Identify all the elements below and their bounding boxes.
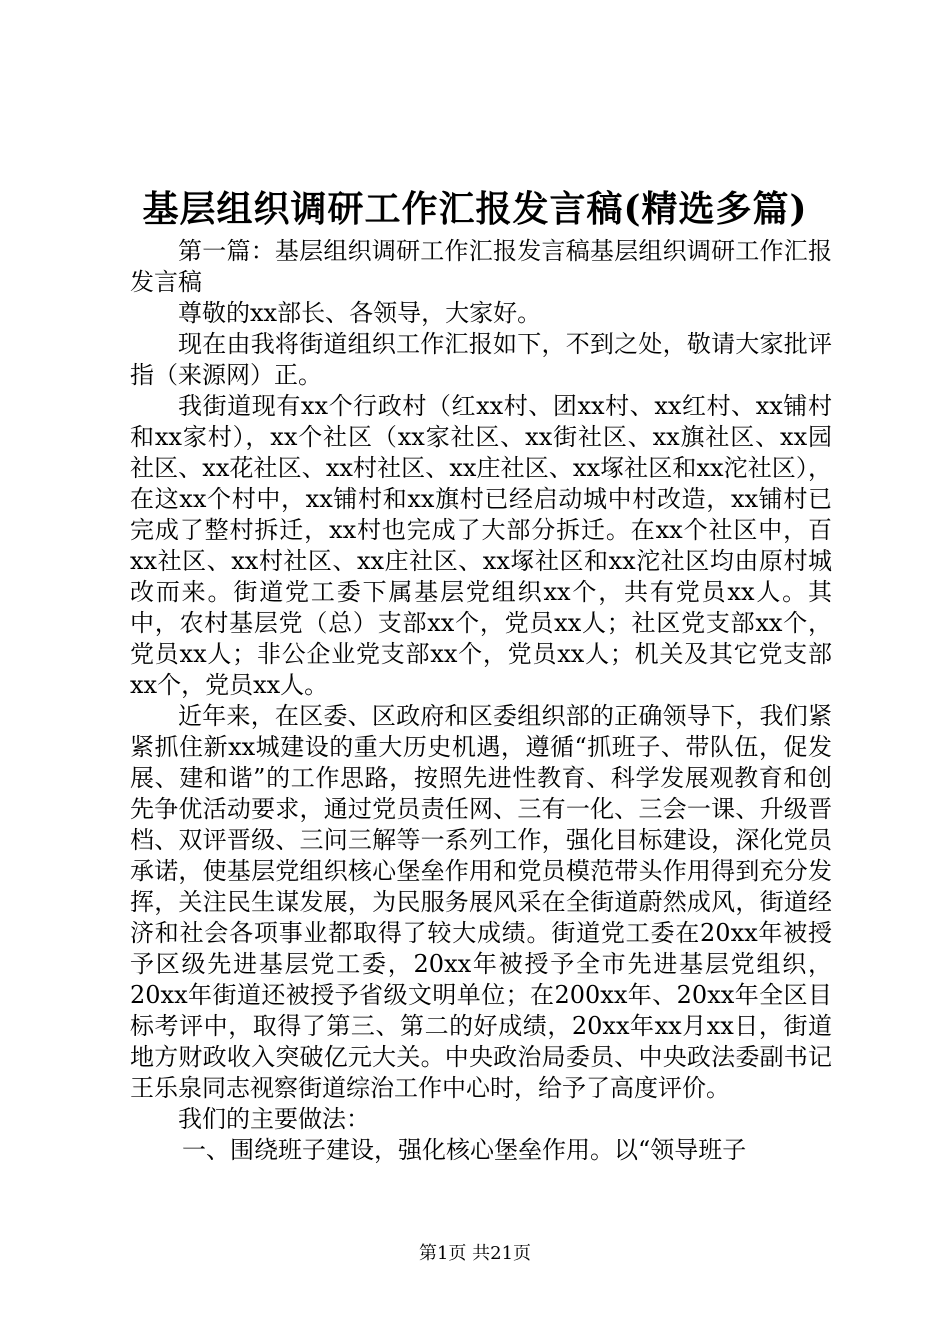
paragraph-method-one: 一、围绕班子建设，强化核心堡垒作用。以“领导班子 — [182, 1136, 747, 1164]
page-number: 第1页 共21页 — [418, 1243, 532, 1264]
document-title: 基层组织调研工作汇报发言稿(精选多篇) — [142, 188, 808, 230]
paragraph-methods-heading: 我们的主要做法： — [178, 1105, 370, 1133]
paragraph-achievements: 近年来，在区委、区政府和区委组织部的正确领导下，我们紧紧抓住新xx城建设的重大历史机遇，遵循“抓班子、带队伍，促发展、建和谐”的工作思路，按照先进性教育、科学发展观教育和创先争优活动要求，通过党员责任网、三有一化、三会一课、升级晋档、双评晋级、三问三解等一系列工作，强化目标建设，深化党员承诺，使基层党组织核心堡垒作用和党员模范带头作用得到充分发挥，关注民生谋发展，为民服务展风采在全街道蔚然成风，街道经济和社会各项事业都取得了较大成绩。街道党工委在20xx年被授予区级先进基层党工委，20xx年被授予全市先进基层党组织，20xx年街道还被授予省级文明单位；在200xx年、20xx年全区目标考评中，取得了第三、第二的好成绩，20xx年xx月xx日，街道地方财政收入突破亿元大关。中央政治局委员、中央政法委副书记王乐泉同志视察街道综治工作中心时，给予了高度评价。 — [130, 702, 832, 1102]
paragraph-intro: 现在由我将街道组织工作汇报如下，不到之处，敬请大家批评指（来源网）正。 — [130, 330, 832, 389]
paragraph-overview: 我街道现有xx个行政村（红xx村、团xx村、xx红村、xx铺村和xx家村），xx个社区（xx家社区、xx街社区、xx旗社区、xx园社区、xx花社区、xx村社区、xx庄社区、xx塚社区和xx沱社区），在这xx个村中，xx铺村和xx旗村已经启动城中村改造，xx铺村已完成了整村拆迁，xx村也完成了大部分拆迁。在xx个社区中，百xx社区、xx村社区、xx庄社区、xx塚社区和xx沱社区均由原村城改而来。街道党工委下属基层党组织xx个，共有党员xx人。其中，农村基层党（总）支部xx个，党员xx人；社区党支部xx个，党员xx人；非公企业党支部xx个，党员xx人；机关及其它党支部xx个，党员xx人。 — [130, 392, 832, 699]
paragraph-greeting: 尊敬的xx部长、各领导，大家好。 — [178, 299, 542, 327]
document-body — [130, 236, 832, 1166]
paragraph-heading: 第一篇：基层组织调研工作汇报发言稿基层组织调研工作汇报发言稿 — [130, 237, 832, 296]
